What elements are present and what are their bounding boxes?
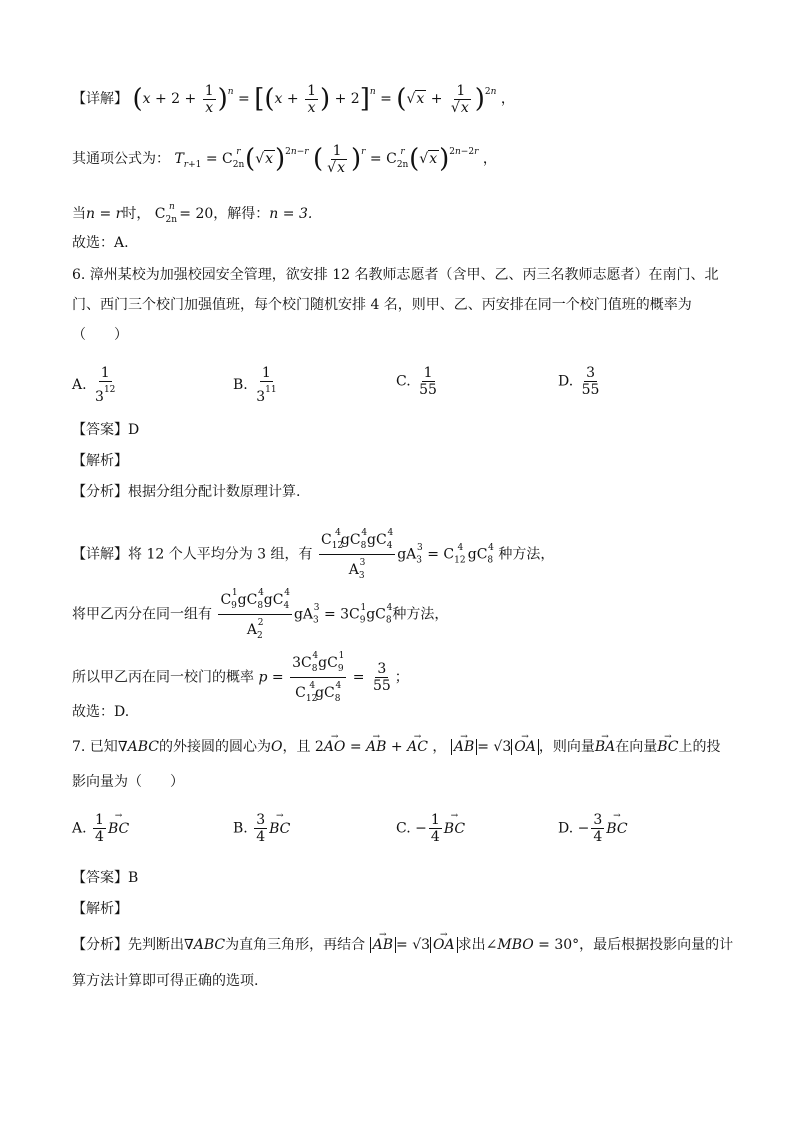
q7-option-a[interactable]: A. $\frac{1}{4}$ → BC — [72, 812, 129, 845]
q6-option-b[interactable]: B. $\frac{1}{3^{11}}$ — [233, 365, 277, 405]
q6-analysis-tag: 【解析】 — [72, 453, 128, 469]
q6-stem-line2: 门、西门三个校门加强值班，每个校门随机安排 4 名，则甲、乙、丙安排在同一个校门值班的概率为 — [72, 297, 692, 313]
q5-solve-line: 当n = r时， $C_{2n}^n = 20$，解得：n = 3. — [72, 202, 313, 225]
q5-general-term: 其通项公式为： $T_{r+1} = C_{2n}^r$ $(√x)^{2n-r}$ ( $\frac{1}{√x}$ )$^r = C_{2n}^r$ $(√x)^{2n-2r}$ ， — [72, 142, 497, 176]
q6-stem-line3: （ ） — [72, 327, 128, 343]
q6-detail-line3: 所以甲乙丙在同一校门的概率 p = $\frac{3C_8^4gC_9^1}{C_{12}^4gC_8^4}$ = $\frac{3}{55}$ ； — [72, 648, 409, 707]
q7-analysis-line1: 【分析】先判断出∇ABC为直角三角形，再结合 → AB = √3→ OA 求出∠MBO = 30°，最后根据投影向量的计 — [72, 935, 733, 955]
q5-answer-choice: 故选：A. — [72, 235, 129, 251]
q7-answer: 【答案】B — [72, 870, 139, 886]
q6-stem-line1: 6. 漳州某校为加强校园安全管理，欲安排 12 名教师志愿者（含甲、乙、丙三名教师志愿者）在南门、北 — [72, 267, 719, 283]
q7-stem-line2: 影向量为（ ） — [72, 774, 184, 790]
q7-option-c[interactable]: C. − $\frac{1}{4}$ → BC — [396, 812, 465, 845]
q5-detail-line: 【详解】 (x + 2 + $\frac{1}{x}$ )$^n$ = [(x + $\frac{1}{x}$ ) + 2]$^n$ = (√x + $\frac{1}{√x}$ )$^{2n}$ ， — [72, 82, 515, 116]
q6-answer: 【答案】D — [72, 422, 140, 438]
q6-option-c[interactable]: C. $\frac{1}{55}$ — [396, 365, 437, 398]
q6-option-d[interactable]: D. $\frac{3}{55}$ — [558, 365, 600, 398]
q6-analysis-text: 【分析】根据分组分配计数原理计算. — [72, 484, 301, 500]
q7-option-d[interactable]: D. − $\frac{3}{4}$ → BC — [558, 812, 628, 845]
q7-analysis-line2: 算方法计算即可得正确的选项. — [72, 973, 259, 989]
q6-detail-line2: 将甲乙丙分在同一组有 $\frac{C_9^1gC_8^4gC_4^4}{A_2^2}$ $gA_3^3 = 3C_9^1gC_8^4$种方法， — [72, 585, 448, 644]
q7-stem-line1: 7. 已知∇ABC的外接圆的圆心为O，且 2→ AO = → AB + → AC ， → AB = √3→ OA ，则向量→ BA在向量→ BC上的投 — [72, 737, 721, 757]
q6-detail-line1: 【详解】将 12 个人平均分为 3 组，有 $\frac{C_{12}^4gC_8^4gC_4^4}{A_3^3}$ $gA_3^3 = C_{12}^4$ $gC_8^4$ 种方法， — [72, 525, 554, 584]
detail-tag: 【详解】 — [72, 91, 128, 107]
q7-option-b[interactable]: B. $\frac{3}{4}$ → BC — [233, 812, 290, 845]
q6-choice: 故选：D. — [72, 704, 130, 720]
q7-analysis-tag: 【解析】 — [72, 901, 128, 917]
q6-option-a[interactable]: A. $\frac{1}{3^{12}}$ — [72, 365, 116, 405]
